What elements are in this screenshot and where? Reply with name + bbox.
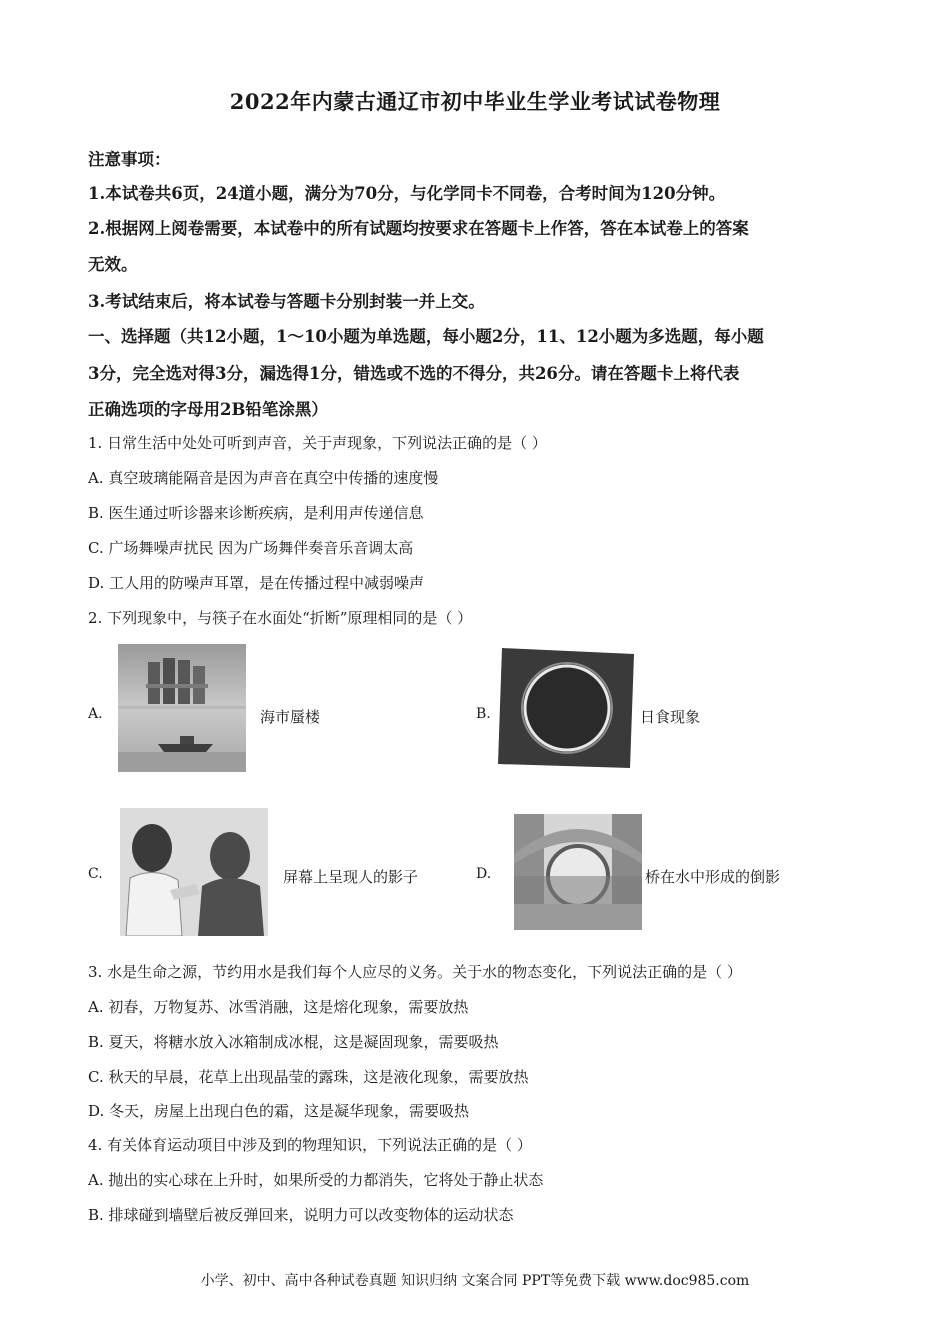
notice-item-2: 2.根据网上阅卷需要，本试卷中的所有试题均按要求在答题卡上作答，答在本试卷上的答案 <box>88 219 749 238</box>
section-heading-line-1: 一、选择题（共12小题，1～10小题为单选题，每小题2分，11、12小题为多选题，每小题 <box>88 327 764 346</box>
q2-option-c-letter: C. <box>88 866 103 882</box>
q2-option-b-caption: 日食现象 <box>640 708 701 726</box>
q3-option-d: D. 冬天，房屋上出现白色的霜，这是凝华现象，需要吸热 <box>88 1102 470 1120</box>
q3-option-c: C. 秋天的早晨，花草上出现晶莹的露珠，这是液化现象，需要放热 <box>88 1068 529 1086</box>
q3-option-a: A. 初春，万物复苏、冰雪消融，这是熔化现象，需要放热 <box>88 998 469 1016</box>
section-heading-line-3: 正确选项的字母用2B铅笔涂黑） <box>88 400 328 419</box>
q2-option-a-caption: 海市蜃楼 <box>260 708 321 726</box>
notice-item-3: 3.考试结束后，将本试卷与答题卡分别封装一并上交。 <box>88 292 485 311</box>
section-heading-line-2: 3分，完全选对得3分，漏选得1分，错选或不选的不得分，共26分。请在答题卡上将代表 <box>88 364 740 383</box>
notice-heading: 注意事项： <box>88 150 171 169</box>
page-footer: 小学、初中、高中各种试卷真题 知识归纳 文案合同 PPT等免费下载 www.doc985.com <box>200 1273 750 1289</box>
page-title: 2022年内蒙古通辽市初中毕业生学业考试试卷物理 <box>229 89 721 114</box>
q2-option-b-letter: B. <box>476 706 491 722</box>
q4-stem: 4. 有关体育运动项目中涉及到的物理知识，下列说法正确的是（ ） <box>88 1136 532 1154</box>
q1-option-c: C. 广场舞噪声扰民 因为广场舞伴奏音乐音调太高 <box>88 539 414 557</box>
notice-item-1: 1.本试卷共6页，24道小题，满分为70分，与化学同卡不同卷，合考时间为120分钟。 <box>88 184 726 203</box>
q2-option-a-letter: A. <box>88 706 103 722</box>
q4-option-b: B. 排球碰到墙壁后被反弹回来，说明力可以改变物体的运动状态 <box>88 1206 514 1224</box>
bridge-reflection-image <box>514 814 642 930</box>
q1-stem: 1. 日常生活中处处可听到声音，关于声现象，下列说法正确的是（ ） <box>88 434 547 452</box>
solar-eclipse-image <box>498 646 636 770</box>
q2-option-c-caption: 屏幕上呈现人的影子 <box>283 868 419 886</box>
q2-option-d-caption: 桥在水中形成的倒影 <box>645 868 781 886</box>
q3-option-b: B. 夏天，将糖水放入冰箱制成冰棍，这是凝固现象，需要吸热 <box>88 1033 499 1051</box>
q3-stem: 3. 水是生命之源，节约用水是我们每个人应尽的义务。关于水的物态变化，下列说法正确的是（ ） <box>88 963 742 981</box>
q1-option-d: D. 工人用的防噪声耳罩，是在传播过程中减弱噪声 <box>88 574 425 592</box>
q2-stem: 2. 下列现象中，与筷子在水面处“折断”原理相同的是（ ） <box>88 609 473 627</box>
q4-option-a: A. 抛出的实心球在上升时，如果所受的力都消失，它将处于静止状态 <box>88 1171 544 1189</box>
q2-option-d-letter: D. <box>476 866 492 882</box>
mirage-image <box>118 644 246 772</box>
shadow-image <box>120 808 268 936</box>
q1-option-a: A. 真空玻璃能隔音是因为声音在真空中传播的速度慢 <box>88 469 439 487</box>
q1-option-b: B. 医生通过听诊器来诊断疾病，是利用声传递信息 <box>88 504 424 522</box>
notice-item-2-cont: 无效。 <box>88 255 138 274</box>
